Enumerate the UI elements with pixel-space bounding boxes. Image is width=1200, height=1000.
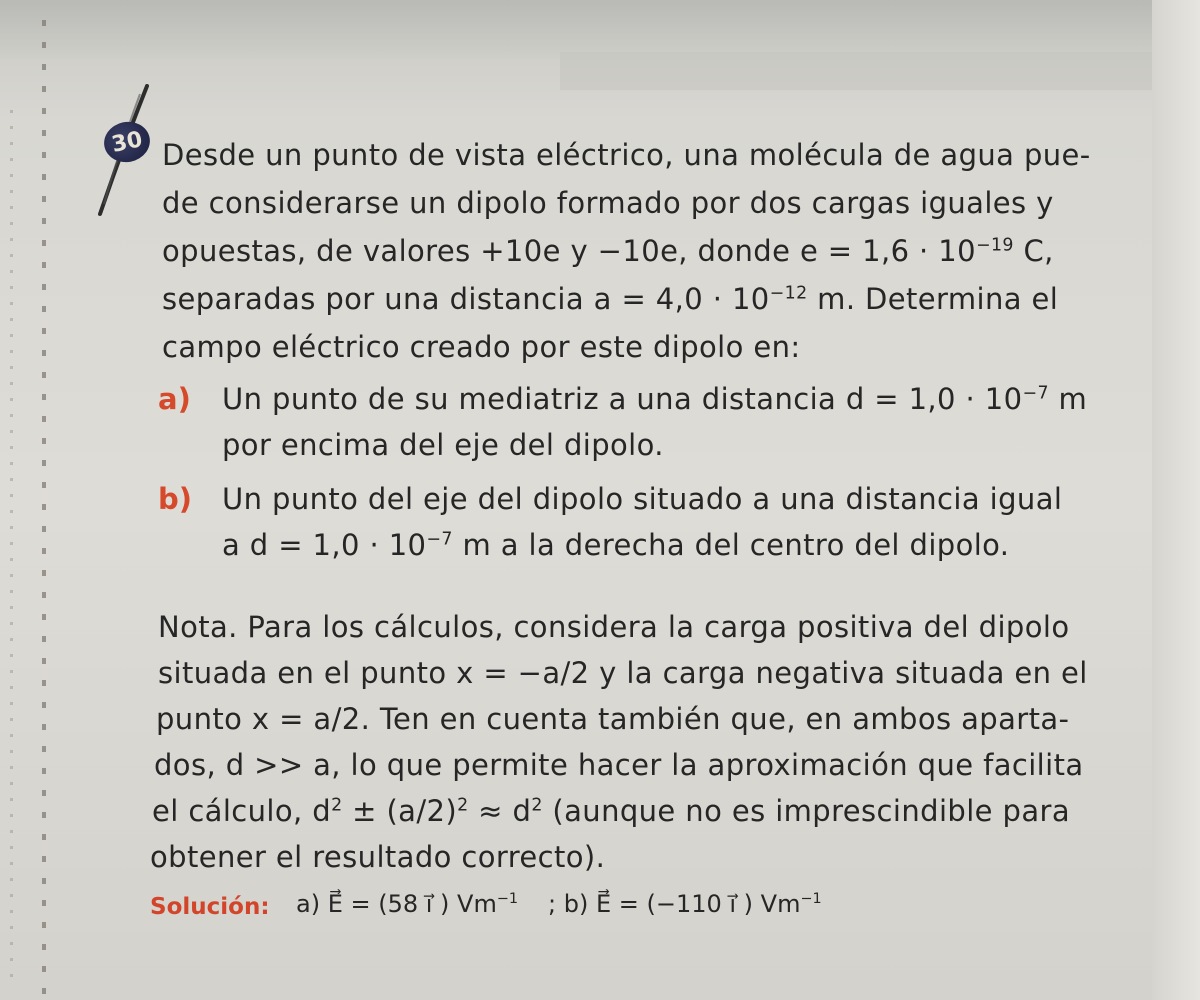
header-strip <box>560 52 1160 90</box>
item-a-line-1 <box>222 382 1087 416</box>
solution-part-a <box>296 890 518 918</box>
item-b-label: b) <box>158 482 193 516</box>
intro-line-3-text: opuestas, de valores +10e y −10e, donde e = 1,6 · 10 <box>162 234 976 268</box>
margin-dashed-line <box>42 20 46 1000</box>
note-line-1: Nota. Para los cálculos, considera la carga positiva del dipolo <box>158 610 1070 644</box>
note-line-6: obtener el resultado correcto). <box>150 840 606 874</box>
intro-line-3 <box>162 234 1054 268</box>
intro-line-1: Desde un punto de vista eléctrico, una molécula de agua pue- <box>162 138 1091 172</box>
page-top-shadow <box>0 0 1200 60</box>
item-b-line-1: Un punto del eje del dipolo situado a una distancia igual <box>222 482 1063 516</box>
item-a-line-1-text: Un punto de su mediatriz a una distancia d = 1,0 · 10 <box>222 382 1023 416</box>
item-a-line-2: por encima del eje del dipolo. <box>222 428 664 462</box>
item-b-line-2-text: a d = 1,0 · 10 <box>222 528 427 562</box>
solution-label: Solución: <box>150 894 270 920</box>
intro-line-2: de considerarse un dipolo formado por dos cargas iguales y <box>162 186 1054 220</box>
note-line-5-mid2: ≈ d <box>468 794 532 828</box>
item-b-line-2 <box>222 528 1009 562</box>
note-line-5-tail: (aunque no es imprescindible para <box>542 794 1070 828</box>
item-a-line-1-tail: m <box>1048 382 1088 416</box>
intro-line-4-exp: −12 <box>769 283 808 304</box>
intro-line-5: campo eléctrico creado por este dipolo en: <box>162 330 801 364</box>
intro-line-4-tail: m. Determina el <box>807 282 1059 316</box>
solution-part-b <box>548 890 822 918</box>
note-line-3: punto x = a/2. Ten en cuenta también que, en ambos aparta- <box>156 702 1070 736</box>
margin-dotted-line <box>10 110 13 990</box>
page-right-edge <box>1152 0 1200 1000</box>
intro-line-3-tail: C, <box>1013 234 1054 268</box>
note-line-5-sup-3: 2 <box>531 795 543 816</box>
note-line-5-sup-1: 2 <box>331 795 343 816</box>
note-line-5-sup-2: 2 <box>457 795 469 816</box>
note-line-2: situada en el punto x = −a/2 y la carga negativa situada en el <box>158 656 1088 690</box>
intro-line-3-exp: −19 <box>976 235 1014 256</box>
note-line-5-text: el cálculo, d <box>152 794 332 828</box>
item-a-label: a) <box>158 382 191 416</box>
item-b-line-2-exp: −7 <box>426 529 453 550</box>
intro-line-4-text: separadas por una distancia a = 4,0 · 10 <box>162 282 770 316</box>
solution-part-a-text: a) E⃗ = (58 i⃗ ) Vm <box>296 890 497 918</box>
item-a-line-1-exp: −7 <box>1022 383 1049 404</box>
item-b-line-2-tail: m a la derecha del centro del dipolo. <box>452 528 1010 562</box>
intro-line-4 <box>162 282 1058 316</box>
solution-part-a-exp: −1 <box>496 891 519 907</box>
note-line-5-mid: ± (a/2) <box>342 794 458 828</box>
note-line-4: dos, d >> a, lo que permite hacer la aproximación que facilita <box>154 748 1084 782</box>
note-line-5 <box>152 794 1070 828</box>
solution-part-b-text: ; b) E⃗ = (−110 i⃗ ) Vm <box>548 890 801 918</box>
problem-number: 30 <box>109 126 145 158</box>
solution-part-b-exp: −1 <box>800 891 822 907</box>
